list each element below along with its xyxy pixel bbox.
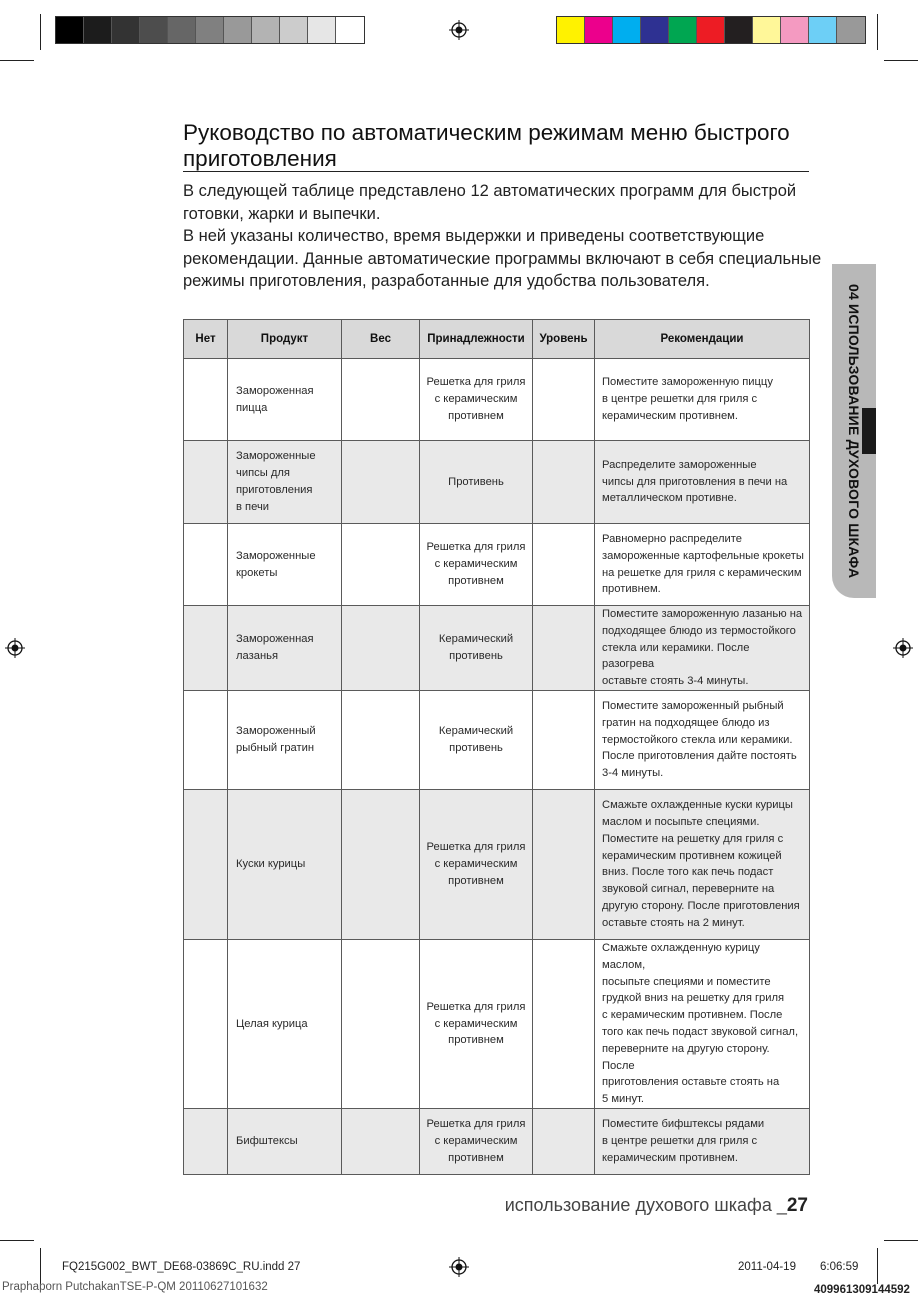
color-swatch (781, 17, 809, 43)
cell-accessory-line: Решетка для гриля (426, 541, 526, 554)
cell-recommendation-line: 3-4 минуты. (602, 767, 664, 780)
cell-product-line: Куски курицы (236, 858, 306, 871)
crop-mark (0, 60, 34, 61)
footer-label: использование духового шкафа _ (504, 1195, 787, 1215)
cell-accessory-line: противнем (448, 409, 504, 422)
gray-swatch (168, 17, 196, 43)
gray-swatch (196, 17, 224, 43)
cell-accessory-line: противнем (448, 874, 504, 887)
cell-product (228, 524, 342, 606)
cell-no (184, 359, 228, 441)
cell-no (184, 524, 228, 606)
cell-accessory-line: с керамическим (434, 858, 518, 871)
cell-recommendation-line: керамическим противнем кожицей (602, 849, 782, 862)
cell-accessory-line: с керамическим (434, 558, 518, 571)
cell-accessory-line: Решетка для гриля (426, 376, 526, 389)
cell-recommendation-line: Поместите замороженную пиццу (602, 376, 773, 389)
cell-recommendation-line: Смажьте охлажденные куски курицы (602, 799, 793, 812)
cell-product-line: Замороженный (236, 725, 316, 738)
cell-accessory-line: Решетка для гриля (426, 841, 526, 854)
cell-recommendation-line: металлическом противне. (602, 492, 737, 505)
cell-product-line: приготовления (236, 484, 313, 496)
cell-recommendation-line: гратин на подходящее блюдо из (602, 716, 770, 729)
cell-level (533, 359, 595, 441)
gray-swatch (140, 17, 168, 43)
color-swatch (585, 17, 613, 43)
cell-level (533, 690, 595, 789)
header-recommendation: Рекомендации (595, 320, 810, 359)
gray-swatch (308, 17, 336, 43)
cell-accessory-line: с керамическим (434, 393, 518, 406)
header-level: Уровень (533, 320, 595, 359)
cell-recommendation-line: оставьте стоять на 2 минут. (602, 916, 745, 929)
registration-target-icon (449, 20, 469, 40)
crop-mark (877, 1248, 878, 1284)
gray-swatch (280, 17, 308, 43)
page-number: 27 (786, 1195, 808, 1216)
cell-level (533, 524, 595, 606)
cell-recommendation-line: того как печь подаст звуковой сигнал, (602, 1025, 799, 1038)
header-weight: Вес (342, 320, 420, 359)
cell-recommendation-line: Поместите замороженную лазанью на (602, 608, 803, 620)
cell-accessory (420, 441, 533, 524)
slug-barcode: 409961309144592 (814, 1284, 910, 1296)
auto-programs-table (183, 319, 810, 1175)
table-header-row (184, 320, 810, 359)
table-row (184, 789, 810, 939)
cell-product-line: Замороженная (236, 633, 314, 646)
cell-recommendation-line: посыпьте специями и поместите (602, 975, 771, 988)
cell-product (228, 606, 342, 691)
cell-product-line: Бифштексы (236, 1135, 298, 1148)
cell-recommendation-line: грудкой вниз на решетку для гриля (602, 992, 785, 1005)
cell-recommendation-line: Смажьте охлажденную курицу маслом, (602, 941, 760, 971)
cell-recommendation-line: Распределите замороженные (602, 458, 757, 471)
cell-product (228, 789, 342, 939)
cell-no (184, 606, 228, 691)
cell-recommendation (595, 789, 810, 939)
cell-accessory (420, 939, 533, 1108)
cell-recommendation-line: Поместите бифштексы рядами (602, 1118, 765, 1131)
title-divider (183, 171, 809, 172)
slug-time: 6:06:59 (820, 1261, 859, 1273)
cell-recommendation-line: на решетке для гриля с керамическим (602, 566, 802, 579)
cell-no (184, 939, 228, 1108)
cell-recommendation-line: чипсы для приготовления в печи на (602, 475, 788, 488)
cell-accessory (420, 1108, 533, 1174)
cell-recommendation-line: другую сторону. После приготовления (602, 900, 800, 913)
cell-recommendation-line: оставьте стоять 3-4 минуты. (602, 675, 749, 688)
registration-target-icon (893, 638, 913, 658)
gray-swatch (224, 17, 252, 43)
cell-product-line: рыбный гратин (236, 741, 315, 754)
cell-recommendation-line: Поместите замороженный рыбный (602, 699, 784, 712)
cell-recommendation-line: с керамическим противнем. После (602, 1009, 783, 1022)
color-swatch (837, 17, 865, 43)
cell-no (184, 1108, 228, 1174)
slug-date: 2011-04-19 (738, 1261, 796, 1273)
registration-target-icon (449, 1257, 469, 1277)
header-product: Продукт (228, 320, 342, 359)
cell-weight (342, 524, 420, 606)
cell-no (184, 690, 228, 789)
cell-recommendation-line: замороженные картофельные крокеты (602, 549, 804, 562)
cell-weight (342, 690, 420, 789)
cell-accessory-line: Противень (448, 475, 504, 488)
cell-accessory-line: противень (449, 649, 503, 662)
cell-accessory-line: Решетка для гриля (426, 1000, 526, 1013)
color-swatch (557, 17, 585, 43)
cell-recommendation-line: подходящее блюдо из термостойкого (602, 624, 796, 637)
chapter-tab-text: 04 ИСПОЛЬЗОВАНИЕ ДУХОВОГО ШКАФА (846, 283, 862, 579)
table-row (184, 939, 810, 1108)
registration-target-icon (5, 638, 25, 658)
cell-weight (342, 1108, 420, 1174)
page-title: Руководство по автоматическим режимам меню быстрого приготовления (183, 120, 790, 171)
intro-paragraph: В ней указаны количество, время выдержки и приведены соответствующие рекомендации. Данные автоматические программы включают в себя специальные режимы приготовления, разработанные для удобства пользователя. (183, 227, 822, 290)
cell-recommendation (595, 606, 810, 691)
crop-mark (40, 14, 41, 50)
cell-accessory (420, 789, 533, 939)
intro-text (183, 180, 823, 293)
gray-swatch (252, 17, 280, 43)
header-no: Нет (184, 320, 228, 359)
cell-accessory (420, 606, 533, 691)
chapter-tab-marker (862, 408, 876, 454)
gray-swatch (112, 17, 140, 43)
cell-accessory (420, 359, 533, 441)
cell-accessory-line: противнем (448, 1034, 504, 1047)
cell-level (533, 441, 595, 524)
cell-no (184, 441, 228, 524)
intro-paragraph: В следующей таблице представлено 12 автоматических программ для быстрой готовки, жарки и выпечки. (183, 182, 797, 223)
color-swatch (809, 17, 837, 43)
cell-weight (342, 789, 420, 939)
cell-level (533, 606, 595, 691)
cell-product-line: лазанья (236, 649, 279, 662)
cell-accessory-line: с керамическим (434, 1135, 518, 1148)
color-swatch (613, 17, 641, 43)
cell-product (228, 1108, 342, 1174)
table-row (184, 524, 810, 606)
table-row (184, 359, 810, 441)
color-swatch (697, 17, 725, 43)
cell-product (228, 441, 342, 524)
slug-operator: Praphaporn PutchakanTSE-P-QM 20110627101632 (2, 1281, 268, 1293)
cell-recommendation-line: После приготовления дайте постоять (602, 750, 797, 763)
cell-product (228, 359, 342, 441)
header-accessory: Принадлежности (420, 320, 533, 359)
cell-recommendation-line: керамическим противнем. (602, 409, 738, 422)
cell-recommendation (595, 690, 810, 789)
crop-mark (884, 1240, 918, 1241)
crop-mark (40, 1248, 41, 1284)
table-row (184, 690, 810, 789)
gray-swatch (56, 17, 84, 43)
cell-weight (342, 939, 420, 1108)
cell-recommendation (595, 359, 810, 441)
cell-recommendation (595, 939, 810, 1108)
color-swatch (753, 17, 781, 43)
cell-accessory-line: Керамический (438, 725, 514, 738)
cell-product-line: пицца (236, 401, 268, 414)
table-row (184, 1108, 810, 1174)
cell-recommendation-line: маслом и посыпьте специями. (602, 816, 760, 829)
cell-recommendation-line: переверните на другую сторону. После (602, 1042, 770, 1072)
cell-accessory-line: с керамическим (434, 1017, 518, 1030)
cell-accessory (420, 524, 533, 606)
cell-product-line: Целая курица (236, 1017, 308, 1030)
cell-product-line: крокеты (236, 566, 278, 579)
crop-mark (0, 1240, 34, 1241)
page-footer (505, 1195, 808, 1217)
cell-weight (342, 606, 420, 691)
cell-product (228, 690, 342, 789)
cell-recommendation-line: Поместите на решетку для гриля с (602, 832, 784, 845)
color-swatch (725, 17, 753, 43)
cell-product-line: Замороженные (236, 549, 316, 562)
cell-accessory-line: противень (449, 741, 503, 754)
cell-recommendation-line: стекла или керамики. После разогрева (602, 641, 750, 671)
cell-recommendation-line: приготовления оставьте стоять на (602, 1076, 780, 1089)
cell-recommendation (595, 1108, 810, 1174)
cell-product-line: чипсы для (236, 467, 290, 480)
cell-recommendation (595, 524, 810, 606)
cell-recommendation-line: противнем. (602, 583, 661, 596)
cell-accessory-line: противнем (448, 574, 504, 587)
cell-level (533, 789, 595, 939)
cell-recommendation-line: в центре решетки для гриля с (602, 1135, 758, 1148)
cell-weight (342, 359, 420, 441)
crop-mark (884, 60, 918, 61)
cell-product (228, 939, 342, 1108)
table-row (184, 606, 810, 691)
cell-accessory-line: Решетка для гриля (426, 1118, 526, 1131)
cell-no (184, 789, 228, 939)
cell-recommendation-line: звуковой сигнал, переверните на (602, 883, 775, 896)
cell-accessory-line: Керамический (438, 633, 514, 646)
cell-product-line: Замороженные (236, 450, 316, 463)
cell-product-line: Замороженная (236, 384, 314, 397)
table-row (184, 441, 810, 524)
cell-recommendation-line: 5 минут. (602, 1093, 645, 1106)
color-swatch (641, 17, 669, 43)
cell-accessory-line: противнем (448, 1151, 504, 1164)
cell-recommendation-line: термостойкого стекла или керамики. (602, 733, 793, 746)
cell-recommendation-line: Равномерно распределите (602, 532, 742, 545)
cell-recommendation-line: в центре решетки для гриля с (602, 393, 758, 406)
grayscale-color-bar (55, 16, 365, 44)
color-swatch (669, 17, 697, 43)
cell-level (533, 939, 595, 1108)
gray-swatch (84, 17, 112, 43)
cell-level (533, 1108, 595, 1174)
cell-weight (342, 441, 420, 524)
cell-recommendation (595, 441, 810, 524)
crop-mark (877, 14, 878, 50)
cell-product-line: в печи (236, 500, 270, 513)
process-color-bar (556, 16, 866, 44)
slug-file: FQ215G002_BWT_DE68-03869C_RU.indd 27 (62, 1261, 301, 1273)
cell-recommendation-line: керамическим противнем. (602, 1151, 738, 1164)
cell-recommendation-line: вниз. После того как печь подаст (602, 866, 774, 879)
gray-swatch (336, 17, 364, 43)
cell-accessory (420, 690, 533, 789)
